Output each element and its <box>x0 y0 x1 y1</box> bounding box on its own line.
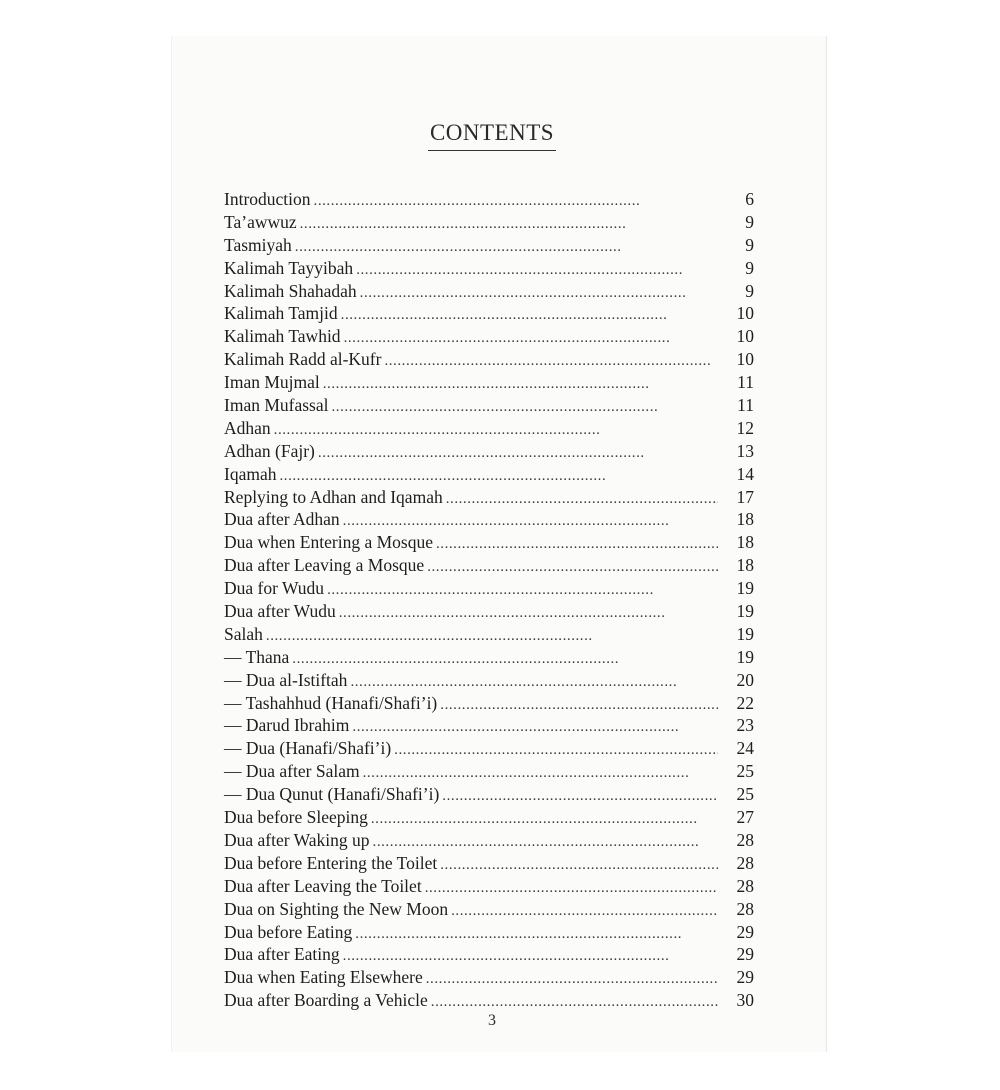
table-of-contents <box>224 189 754 1013</box>
toc-entry-title: Ta’awwuz <box>224 211 297 232</box>
toc-entry-page: 14 <box>736 463 754 484</box>
dot-leader <box>384 353 718 370</box>
toc-entry <box>224 807 754 830</box>
toc-entry-title: Dua before Eating <box>224 921 353 942</box>
contents-heading <box>172 120 812 151</box>
toc-entry-page: 27 <box>736 807 754 828</box>
book-page <box>171 36 827 1052</box>
dot-leader <box>426 971 718 988</box>
toc-entry-title: Dua after Waking up <box>224 829 370 850</box>
toc-entry-page: 29 <box>736 944 754 965</box>
dot-leader <box>279 468 718 485</box>
toc-entry-title: Kalimah Radd al-Kufr <box>224 349 382 370</box>
toc-entry-page: 17 <box>736 486 754 507</box>
toc-entry-title: Replying to Adhan and Iqamah <box>224 486 443 507</box>
toc-entry-page: 29 <box>736 967 754 988</box>
toc-entry-title: Dua before Sleeping <box>224 807 368 828</box>
toc-entry <box>224 326 754 349</box>
toc-entry-page: 19 <box>736 623 754 644</box>
toc-entry <box>224 967 754 990</box>
dot-leader <box>327 582 718 599</box>
dot-leader <box>318 445 718 462</box>
toc-entry <box>224 922 754 945</box>
toc-entry-page: 25 <box>736 784 754 805</box>
toc-entry <box>224 853 754 876</box>
toc-entry-page: 13 <box>736 440 754 461</box>
toc-entry <box>224 555 754 578</box>
toc-entry <box>224 830 754 853</box>
toc-entry <box>224 624 754 647</box>
toc-entry-title: Dua after Leaving a Mosque <box>224 555 425 576</box>
contents-heading-text: CONTENTS <box>428 120 556 151</box>
dot-leader <box>355 926 718 943</box>
toc-entry-title: Tasmiyah <box>224 234 292 255</box>
toc-entry-title: Dua after Adhan <box>224 509 340 530</box>
toc-entry-page: 18 <box>736 532 754 553</box>
toc-entry-page: 10 <box>736 303 754 324</box>
toc-entry <box>224 372 754 395</box>
toc-entry-title: — Dua after Salam <box>224 761 360 782</box>
dot-leader <box>373 834 718 851</box>
toc-entry-title: — Dua Qunut (Hanafi/Shafi’i) <box>224 784 439 805</box>
toc-entry-title: — Dua (Hanafi/Shafi’i) <box>224 738 391 759</box>
dot-leader <box>436 536 718 553</box>
toc-entry-page: 28 <box>736 875 754 896</box>
toc-entry <box>224 189 754 212</box>
toc-entry <box>224 944 754 967</box>
toc-entry <box>224 532 754 555</box>
dot-leader <box>344 330 718 347</box>
dot-leader <box>332 399 719 416</box>
toc-entry-page: 23 <box>736 715 754 736</box>
toc-entry-title: Dua after Wudu <box>224 601 336 622</box>
dot-leader <box>451 903 718 920</box>
toc-entry-page: 18 <box>736 555 754 576</box>
toc-entry-title: Adhan (Fajr) <box>224 440 315 461</box>
toc-entry-title: — Darud Ibrahim <box>224 715 349 736</box>
toc-entry <box>224 509 754 532</box>
toc-entry-page: 28 <box>736 829 754 850</box>
toc-entry-page: 10 <box>736 349 754 370</box>
toc-entry-title: Adhan <box>224 417 271 438</box>
dot-leader <box>425 880 718 897</box>
toc-entry-title: Dua after Boarding a Vehicle <box>224 990 428 1011</box>
toc-entry-page: 20 <box>736 669 754 690</box>
toc-entry <box>224 487 754 510</box>
toc-entry-title: Kalimah Tawhid <box>224 326 341 347</box>
dot-leader <box>363 765 718 782</box>
toc-entry <box>224 761 754 784</box>
toc-entry <box>224 395 754 418</box>
toc-entry-title: — Dua al-Istiftah <box>224 670 347 691</box>
toc-entry <box>224 990 754 1013</box>
toc-entry-page: 19 <box>736 578 754 599</box>
dot-leader <box>314 193 718 210</box>
toc-entry <box>224 578 754 601</box>
toc-entry-page: 19 <box>736 601 754 622</box>
toc-entry <box>224 738 754 761</box>
toc-entry-page: 28 <box>736 898 754 919</box>
toc-entry-title: Dua after Leaving the Toilet <box>224 875 422 896</box>
dot-leader <box>266 628 718 645</box>
toc-entry <box>224 303 754 326</box>
dot-leader <box>394 742 718 759</box>
toc-entry-page: 9 <box>745 280 754 301</box>
toc-entry-title: Introduction <box>224 189 311 209</box>
toc-entry-title: Kalimah Tamjid <box>224 303 338 324</box>
toc-entry-page: 28 <box>736 852 754 873</box>
dot-leader <box>343 948 718 965</box>
toc-entry-page: 12 <box>736 417 754 438</box>
toc-entry-page: 9 <box>745 257 754 278</box>
toc-entry <box>224 349 754 372</box>
toc-entry-title: Dua after Eating <box>224 944 340 965</box>
dot-leader <box>274 422 718 439</box>
toc-entry-title: — Thana <box>224 647 289 668</box>
toc-entry <box>224 258 754 281</box>
dot-leader <box>356 262 718 279</box>
toc-entry <box>224 784 754 807</box>
toc-entry-title: Kalimah Tayyibah <box>224 257 354 278</box>
toc-entry-title: Dua before Entering the Toilet <box>224 852 438 873</box>
toc-entry <box>224 235 754 258</box>
toc-entry-page: 19 <box>736 646 754 667</box>
dot-leader <box>371 811 718 828</box>
dot-leader <box>343 513 718 530</box>
toc-entry-title: Iqamah <box>224 463 277 484</box>
dot-leader <box>427 559 718 576</box>
dot-leader <box>295 239 718 256</box>
dot-leader <box>341 307 718 324</box>
toc-entry <box>224 647 754 670</box>
toc-entry-page: 24 <box>736 738 754 759</box>
toc-entry-page: 9 <box>745 211 754 232</box>
toc-entry-page: 29 <box>736 921 754 942</box>
toc-entry <box>224 281 754 304</box>
toc-entry <box>224 441 754 464</box>
toc-entry-title: Iman Mujmal <box>224 372 320 393</box>
toc-entry <box>224 670 754 693</box>
page-number: 3 <box>488 1012 496 1029</box>
dot-leader <box>339 605 718 622</box>
toc-entry-title: Iman Mufassal <box>224 395 329 416</box>
toc-entry-page: 18 <box>736 509 754 530</box>
dot-leader <box>360 285 718 302</box>
toc-entry-page: 11 <box>737 395 754 416</box>
dot-leader <box>300 216 718 233</box>
dot-leader <box>446 491 718 508</box>
dot-leader <box>440 857 718 874</box>
toc-entry-page: 9 <box>745 234 754 255</box>
toc-entry-title: Kalimah Shahadah <box>224 280 357 301</box>
toc-entry <box>224 418 754 441</box>
toc-entry-title: Dua on Sighting the New Moon <box>224 898 449 919</box>
dot-leader <box>352 719 718 736</box>
toc-entry <box>224 601 754 624</box>
toc-entry <box>224 693 754 716</box>
toc-entry-page: 22 <box>736 692 754 713</box>
toc-entry-title: Dua for Wudu <box>224 578 325 599</box>
toc-entry-title: Salah <box>224 623 263 644</box>
toc-entry-page: 6 <box>745 189 754 209</box>
dot-leader <box>442 788 718 805</box>
toc-entry-title: Dua when Eating Elsewhere <box>224 967 423 988</box>
dot-leader <box>323 376 718 393</box>
toc-entry-page: 30 <box>736 990 754 1011</box>
toc-entry-title: Dua when Entering a Mosque <box>224 532 433 553</box>
dot-leader <box>431 994 718 1011</box>
dot-leader <box>292 651 718 668</box>
dot-leader <box>440 697 718 714</box>
dot-leader <box>350 674 718 691</box>
toc-entry-page: 10 <box>736 326 754 347</box>
toc-entry <box>224 715 754 738</box>
toc-entry-page: 25 <box>736 761 754 782</box>
toc-entry <box>224 212 754 235</box>
toc-entry <box>224 899 754 922</box>
toc-entry <box>224 876 754 899</box>
toc-entry-page: 11 <box>737 372 754 393</box>
toc-entry-title: — Tashahhud (Hanafi/Shafi’i) <box>224 693 437 714</box>
toc-entry <box>224 464 754 487</box>
